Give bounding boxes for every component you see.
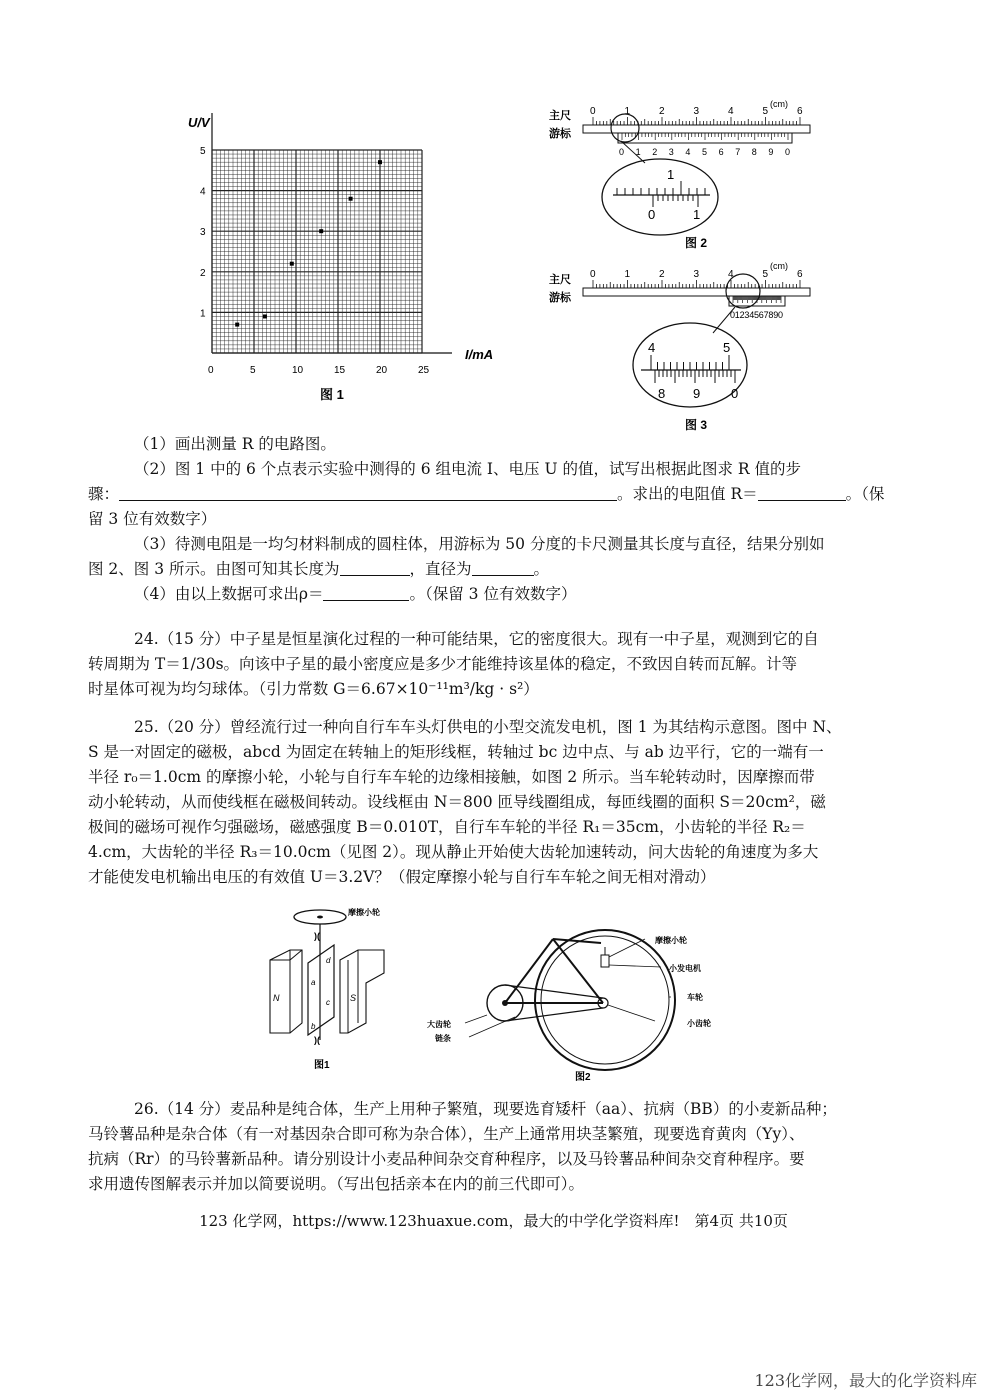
gen-s-label: S — [350, 993, 357, 1003]
q24-line1: 24.（15 分）中子星是恒星演化过程的一种可能结果，它的密度很大。现有一中子星，观测到它的自 — [134, 630, 819, 648]
fig2-zoom-bottom-0: 0 — [648, 207, 656, 222]
bicycle-figure — [425, 925, 735, 1085]
bike-label-small-gear: 小齿轮 — [687, 1019, 711, 1028]
fig1-ytick: 5 — [200, 146, 206, 157]
q26-line2: 马铃薯品种是杂合体（有一对基因杂合即可称为杂合体），生产上通常用块茎繁殖，现要选育黄肉（Yy）、 — [88, 1125, 805, 1143]
fig1-ytick: 3 — [200, 227, 206, 239]
fig2-zoom-top: 1 — [667, 167, 675, 182]
fig2-main-tick: 6 — [797, 106, 803, 117]
q23-part3-post: 。 — [533, 560, 550, 578]
fig2-main-tick: 1 — [624, 106, 631, 117]
q23-part3-pre: 图 2、图 3 所示。由图可知其长度为 — [88, 560, 340, 578]
fig1-graph — [180, 105, 520, 405]
length-answer-blank[interactable] — [340, 559, 410, 576]
fig3-vernier-tick: 4 — [749, 310, 755, 320]
fig2-main-label: 主尺 — [549, 110, 571, 122]
q23-part4 — [88, 582, 894, 607]
fig3-vernier-tick: 0 — [730, 310, 736, 320]
gen-b-label: b — [311, 1022, 316, 1031]
q26-block — [88, 1097, 894, 1197]
svg-text:)(: )( — [314, 1035, 320, 1045]
fig3-zoom-bottom-0: 8 — [658, 386, 666, 401]
q23-part3-line1: （3）待测电阻是一均匀材料制成的圆柱体，用游标为 50 分度的卡尺测量其长度与直径，结果分别如 — [134, 535, 825, 553]
fig1-xtick: 5 — [250, 365, 256, 376]
fig2-main-tick: 3 — [693, 106, 700, 117]
fig3-vernier-label: 游标 — [549, 292, 571, 304]
gen-n-label: N — [273, 993, 280, 1003]
q23-part1: （1）画出测量 R 的电路图。 — [134, 435, 336, 453]
fig3-zoom-bottom-2: 0 — [731, 386, 739, 401]
fig1-xtick: 15 — [334, 365, 346, 376]
fig2-caliper — [545, 95, 835, 255]
fig3-main-tick: 5 — [762, 269, 769, 280]
fig1-data-point — [319, 229, 323, 233]
fig2-main-tick: 5 — [762, 106, 769, 117]
fig2-vernier-tick: 1 — [635, 147, 641, 157]
q23-part2-line3: 留 3 位有效数字） — [88, 510, 217, 528]
q23-part2-line1: （2）图 1 中的 6 个点表示实验中测得的 6 组电流 I、电压 U 的值，试写出根据此图求 R 值的步 — [134, 460, 802, 478]
fig1-data-point — [263, 314, 267, 318]
fig3-main-tick: 2 — [659, 269, 665, 280]
q23-part2-line2 — [88, 482, 894, 507]
fig1-caption: 图 1 — [320, 387, 344, 402]
fig2-vernier-tick: 0 — [785, 147, 791, 157]
gen-d-label: d — [326, 956, 331, 965]
gen-wheel-label: 摩擦小轮 — [348, 908, 380, 917]
q25-line2: S 是一对固定的磁极，abcd 为固定在转轴上的矩形线框，转轴过 bc 边中点、与 ab 边平行，它的一端有一 — [88, 743, 824, 761]
fig2-vernier-tick: 5 — [702, 147, 708, 157]
fig1-data-point — [290, 262, 294, 266]
q23-part3-mid: ，直径为 — [409, 560, 472, 578]
fig2-vernier-tick: 9 — [768, 147, 774, 157]
fig3-vernier-tick: 3 — [744, 310, 750, 320]
fig3-zoom-top-0: 4 — [648, 340, 656, 355]
fig3-main-tick: 4 — [728, 269, 734, 280]
q24-line3: 时星体可视为均匀球体。（引力常数 G＝6.67×10⁻¹¹m³/kg · s²） — [88, 680, 539, 698]
fig2-vernier-tick: 8 — [751, 147, 757, 157]
q25-line6: 4.cm，大齿轮的半径 R₃＝10.0cm（见图 2）。现从静止开始使大齿轮加速转动，问大齿轮的角速度为多大 — [88, 843, 819, 861]
fig3-main-tick: 0 — [590, 269, 596, 280]
fig1-ytick: 1 — [200, 308, 206, 320]
fig3-main-tick: 6 — [797, 269, 803, 280]
fig3-unit: (cm) — [770, 261, 788, 271]
fig2-caption: 图 2 — [685, 236, 708, 250]
q26-line3: 抗病（Rr）的马铃薯新品种。请分别设计小麦品种间杂交育种程序，以及马铃薯品种间杂交育种程序。要 — [88, 1150, 805, 1168]
fig3-zoom-bottom-1: 9 — [693, 386, 701, 401]
gen-caption: 图1 — [314, 1060, 330, 1071]
q23-block — [88, 432, 894, 607]
fig1-xlabel: I/mA — [465, 347, 494, 362]
fig1-xtick: 0 — [208, 365, 214, 376]
fig2-vernier-tick: 4 — [685, 147, 691, 157]
page-footer: 123 化学网，https://www.123huaxue.com，最大的中学化学资料库! 第4页 共10页 — [199, 1212, 788, 1230]
fig1-data-point — [235, 323, 239, 327]
bike-label-chain: 链条 — [435, 1034, 451, 1043]
generator-figure — [262, 905, 397, 1075]
q23-part2-mid: 。求出的电阻值 R＝ — [617, 485, 758, 503]
fig3-vernier-tick: 9 — [773, 310, 779, 320]
fig3-vernier-tick: 1 — [734, 310, 740, 320]
fig1-ylabel: U/V — [188, 115, 210, 130]
fig2-zoom-bottom-1: 1 — [693, 207, 701, 222]
bike-caption: 图2 — [575, 1072, 591, 1083]
q23-part4-pre: （4）由以上数据可求出ρ＝ — [134, 585, 324, 603]
bike-label-wheel-friction: 摩擦小轮 — [655, 936, 687, 945]
fig1-data-point — [378, 160, 382, 164]
q23-part2-pre: 骤： — [88, 485, 120, 503]
fig1-ytick: 4 — [200, 186, 206, 198]
fig3-vernier-tick: 5 — [754, 310, 760, 320]
fig2-vernier-tick: 6 — [718, 147, 724, 157]
resistivity-answer-blank[interactable] — [323, 584, 409, 601]
fig2-unit: (cm) — [770, 99, 788, 109]
bike-label-wheel: 车轮 — [687, 993, 703, 1002]
bike-label-big-gear: 大齿轮 — [427, 1020, 451, 1029]
steps-answer-blank[interactable] — [119, 484, 617, 501]
fig2-vernier-tick: 3 — [668, 147, 674, 157]
fig2-main-tick: 4 — [728, 106, 734, 117]
fig3-zoom-top-1: 5 — [723, 340, 731, 355]
q24-line2: 转周期为 T＝1/30s。向该中子星的最小密度应是多少才能维持该星体的稳定，不致因自转而瓦解。计等 — [88, 655, 798, 673]
fig3-vernier-tick: 6 — [758, 310, 764, 320]
gen-c-label: c — [326, 998, 330, 1007]
fig2-vernier-tick: 0 — [619, 147, 625, 157]
q25-block — [88, 715, 894, 890]
fig1-ytick: 2 — [200, 267, 206, 279]
fig2-main-tick: 0 — [590, 106, 596, 117]
bike-label-generator: 小发电机 — [669, 964, 701, 973]
q23-part3-line2 — [88, 557, 894, 582]
fig2-vernier-tick: 2 — [652, 147, 658, 157]
fig3-caliper — [545, 255, 835, 435]
fig3-vernier-tick: 2 — [739, 310, 745, 320]
q25-line4: 动小轮转动，从而使线框在磁极间转动。设线框由 N＝800 匝导线圈组成，每匝线圈的面积 S＝20cm²，磁 — [88, 793, 826, 811]
watermark: 123化学网，最大的化学资料库 — [754, 1371, 977, 1390]
q25-line7: 才能使发电机输出电压的有效值 U＝3.2V？（假定摩擦小轮与自行车车轮之间无相对滑动） — [88, 868, 716, 886]
q24-block — [88, 627, 894, 702]
q23-part2-post: 。（保 — [845, 485, 885, 503]
diameter-answer-blank[interactable] — [472, 559, 534, 576]
q25-line5: 极间的磁场可视作匀强磁场，磁感强度 B＝0.010T，自行车车轮的半径 R₁＝35cm，小齿轮的半径 R₂＝ — [88, 818, 806, 836]
fig2-vernier-label: 游标 — [549, 128, 571, 140]
q26-line4: 求用遗传图解表示并加以简要说明。（写出包括亲本在内的前三代即可）。 — [88, 1175, 585, 1193]
fig1-xtick: 25 — [418, 365, 430, 376]
q26-line1: 26.（14 分）麦品种是纯合体，生产上用种子繁殖，现要选育矮杆（aa）、抗病（BB）的小麦新品种； — [134, 1100, 837, 1118]
resistance-answer-blank[interactable] — [758, 484, 846, 501]
fig3-vernier-tick: 0 — [778, 310, 784, 320]
fig3-caption: 图 3 — [685, 418, 708, 432]
fig2-main-tick: 2 — [659, 106, 665, 117]
fig3-main-tick: 1 — [624, 269, 631, 280]
fig2-vernier-tick: 7 — [735, 147, 741, 157]
fig1-data-point — [349, 197, 353, 201]
q23-part4-post: 。（保留 3 位有效数字） — [409, 585, 577, 603]
q25-line1: 25.（20 分）曾经流行过一种向自行车车头灯供电的小型交流发电机，图 1 为其结构示意图。图中 N、 — [134, 718, 842, 736]
fig3-main-label: 主尺 — [549, 274, 571, 286]
fig1-xtick: 20 — [376, 365, 388, 376]
q25-line3: 半径 r₀＝1.0cm 的摩擦小轮，小轮与自行车车轮的边缘相接触，如图 2 所示。当车轮转动时，因摩擦而带 — [88, 768, 815, 786]
fig3-vernier-tick: 7 — [763, 310, 769, 320]
fig1-xtick: 10 — [292, 365, 304, 376]
svg-text:)(: )( — [314, 931, 320, 941]
gen-a-label: a — [311, 978, 316, 987]
fig3-vernier-tick: 8 — [768, 310, 774, 320]
fig3-main-tick: 3 — [693, 269, 700, 280]
